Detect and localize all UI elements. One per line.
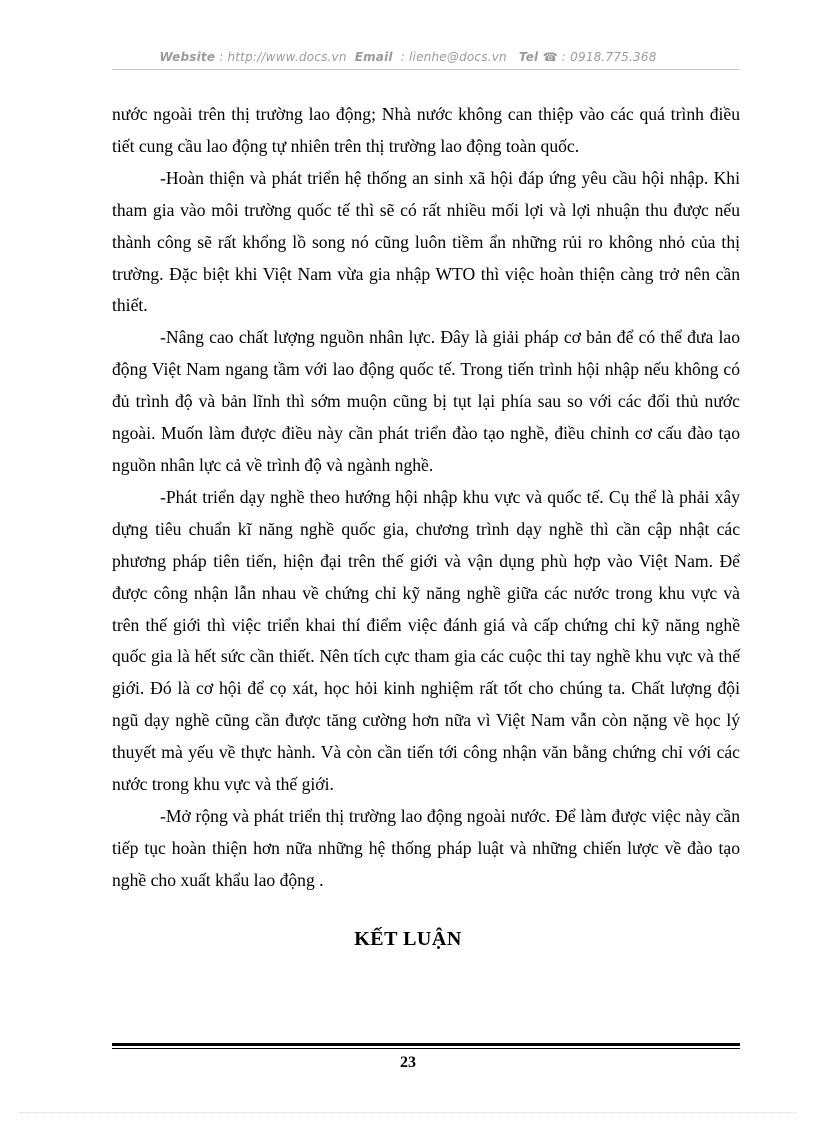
paragraph-human-resources: -Nâng cao chất lượng nguồn nhân lực. Đây là giải pháp cơ bản để có thể đưa lao động Việt Nam ngang tầm với lao động quốc tế. Trong tiến trình hội nhập nếu không có đủ trình độ và bản lĩnh thì sớm muộn cũng bị tụt lại phía sau so với các đối thủ nước ngoài. Muốn làm được điều này cần phát triển đào tạo nghề, điều chỉnh cơ cấu đào tạo nguồn nhân lực cả về trình độ và ngành nghề.: [112, 327, 740, 475]
page-bottom-border: [20, 1112, 796, 1113]
website-url: : http://www.docs.vn: [219, 50, 347, 64]
tel-label: Tel ☎: [518, 50, 558, 64]
header-divider: [112, 69, 740, 70]
paragraph-social-security: -Hoàn thiện và phát triển hệ thống an sinh xã hội đáp ứng yêu cầu hội nhập. Khi tham gia vào môi trường quốc tế thì sẽ có rất nhiều mối lợi và lợi nhuận thu được nếu thành công sẽ rất khổng lồ song nó cũng luôn tiềm ẩn những rủi ro không nhỏ của thị trường. Đặc biệt khi Việt Nam vừa gia nhập WTO thì việc hoàn thiện càng trở nên cần thiết.: [112, 167, 740, 316]
tel-number: : 0918.775.368: [561, 50, 657, 64]
footer-divider-thin: [112, 1048, 740, 1049]
paragraph-overseas-labor-market: -Mở rộng và phát triển thị trường lao động ngoài nước. Để làm được việc này cần tiếp tục hoàn thiện hơn nữa những hệ thống pháp luật và những chiến lược về đào tạo nghề cho xuất khẩu lao động .: [112, 805, 740, 890]
email-address: : lienhe@docs.vn: [400, 50, 507, 64]
email-label: Email: [354, 50, 393, 64]
document-body: [112, 99, 740, 897]
page-number: 23: [400, 1054, 416, 1071]
footer-divider-thick: [112, 1043, 740, 1046]
paragraph-vocational-training: -Phát triển dạy nghề theo hướng hội nhập khu vực và quốc tế. Cụ thể là phải xây dựng tiêu chuẩn kĩ năng nghề quốc gia, chương trình dạy nghề thì cần cập nhật các phương pháp tiên tiến, hiện đại trên thế giới và vận dụng phù hợp vào Việt Nam. Để được công nhận lẫn nhau về chứng chỉ kỹ năng nghề giữa các nước trong khu vực và trên thế giới thì việc triển khai thí điểm việc đánh giá và cấp chứng chỉ kỹ năng nghề quốc gia là hết sức cần thiết. Nên tích cực tham gia các cuộc thi tay nghề khu vực và thế giới. Đó là cơ hội để cọ xát, học hỏi kinh nghiệm rất tốt cho chúng ta. Chất lượng đội ngũ dạy nghề cũng cần được tăng cường hơn nữa vì Việt Nam vẫn còn nặng về học lý thuyết mà yếu về thực hành. Và còn cần tiến tới công nhận văn bằng chứng chỉ với các nước trong khu vực và thế giới.: [112, 486, 740, 795]
page-header: [0, 50, 816, 64]
website-label: Website: [159, 50, 216, 64]
paragraph-continuation: nước ngoài trên thị trường lao động; Nhà nước không can thiệp vào các quá trình điều tiết cung cầu lao động tự nhiên trên thị trường lao động toàn quốc.: [112, 104, 740, 156]
section-heading-conclusion: KẾT LUẬN: [354, 928, 462, 950]
